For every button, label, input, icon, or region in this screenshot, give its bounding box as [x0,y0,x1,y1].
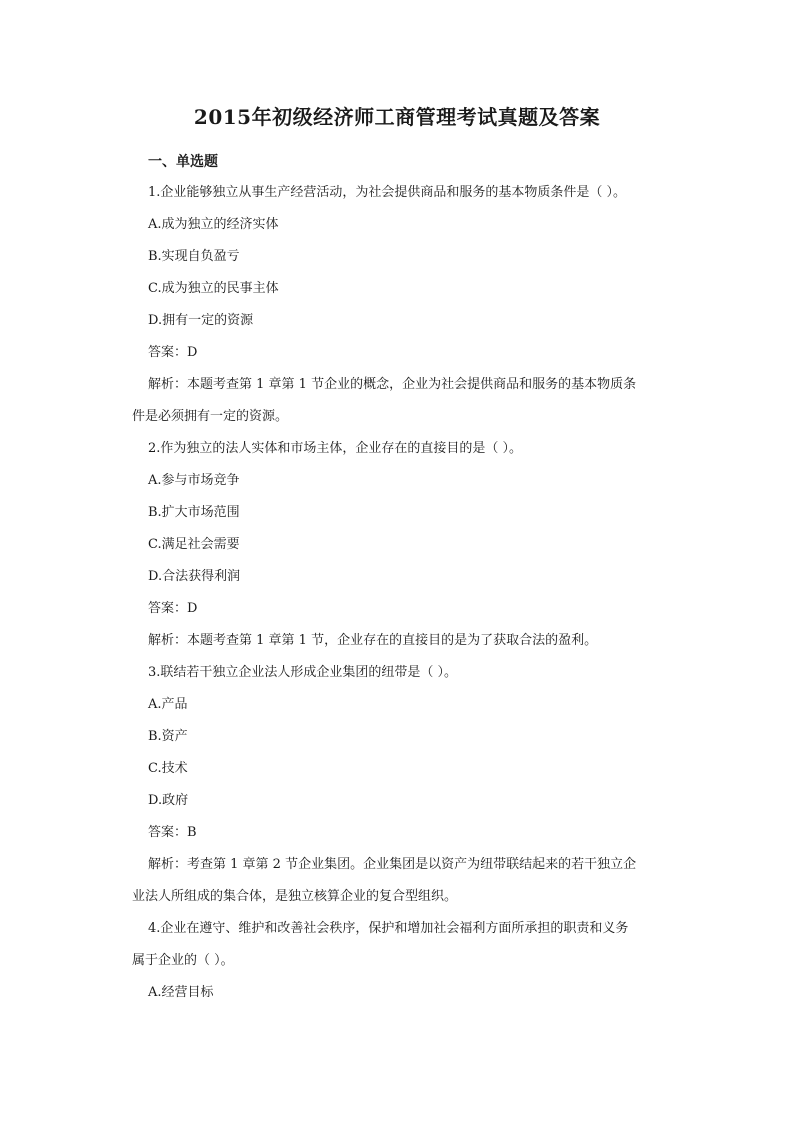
question-4-option-a: A.经营目标 [148,985,214,1000]
question-1-stem: 1.企业能够独立从事生产经营活动，为社会提供商品和服务的基本物质条件是（ ）。 [148,185,627,200]
question-3-analysis-cont: 业法人所组成的集合体，是独立核算企业的复合型组织。 [132,889,458,904]
question-2-option-c: C.满足社会需要 [148,537,240,552]
page-title: 2015年初级经济师工商管理考试真题及答案 [193,105,601,129]
question-2-answer: 答案：D [148,601,198,616]
section-heading: 一、单选题 [148,154,218,170]
question-3-option-a: A.产品 [148,697,188,712]
question-1-analysis-cont: 件是必须拥有一定的资源。 [132,409,289,424]
question-1-answer: 答案：D [148,345,198,360]
question-2-option-b: B.扩大市场范围 [148,505,240,520]
question-3-answer: 答案：B [148,825,197,840]
question-1-analysis: 解析：本题考查第 1 章第 1 节企业的概念，企业为社会提供商品和服务的基本物质条 [148,377,637,392]
question-2-option-a: A.参与市场竞争 [148,473,240,488]
question-4-stem: 4.企业在遵守、维护和改善社会秩序，保护和增加社会福利方面所承担的职责和义务 [148,921,629,936]
question-4-stem-cont: 属于企业的（ ）。 [132,953,234,968]
question-2-analysis: 解析：本题考查第 1 章第 1 节，企业存在的直接目的是为了获取合法的盈利。 [148,633,598,648]
question-3-option-b: B.资产 [148,729,188,744]
question-1-option-c: C.成为独立的民事主体 [148,281,279,296]
question-1-option-b: B.实现自负盈亏 [148,249,240,264]
question-3-analysis: 解析：考查第 1 章第 2 节企业集团。企业集团是以资产为纽带联结起来的若干独立企 [148,857,637,872]
question-1-option-a: A.成为独立的经济实体 [148,217,279,232]
question-1-option-d: D.拥有一定的资源 [148,313,254,328]
question-3-stem: 3.联结若干独立企业法人形成企业集团的纽带是（ ）。 [148,665,458,680]
question-2-stem: 2.作为独立的法人实体和市场主体，企业存在的直接目的是（ ）。 [148,441,523,456]
question-3-option-c: C.技术 [148,761,188,776]
question-2-option-d: D.合法获得利润 [148,569,241,584]
question-3-option-d: D.政府 [148,793,189,808]
